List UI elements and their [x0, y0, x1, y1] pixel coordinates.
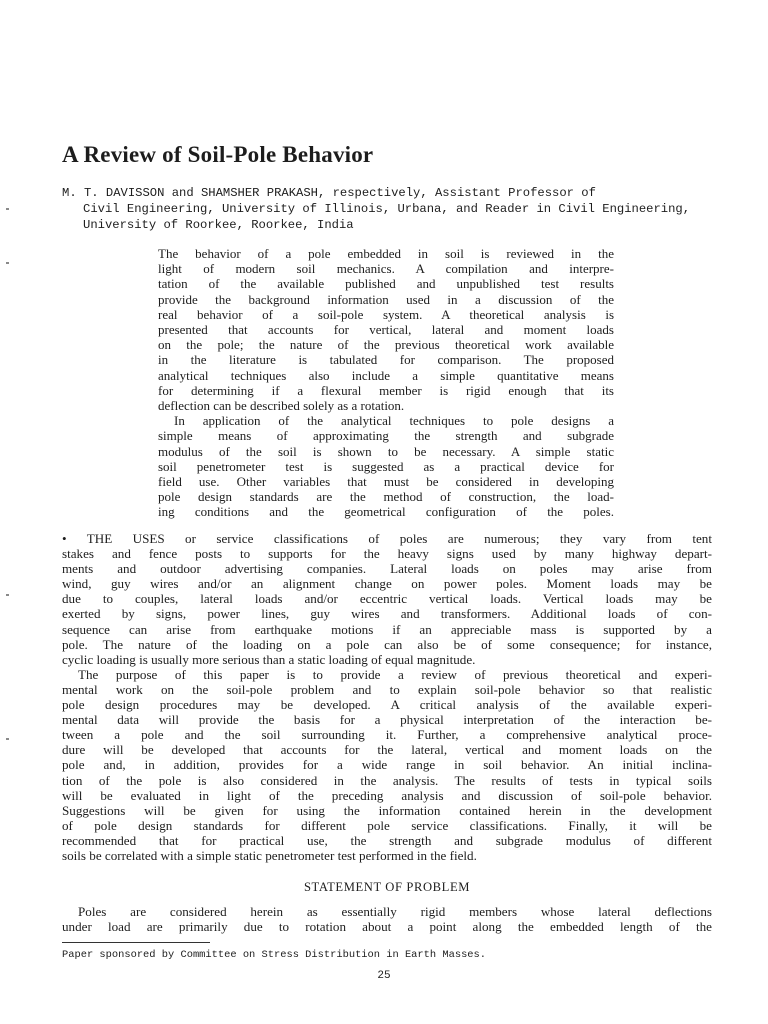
body-line: pole and, in addition, provides for a wide range in soil behavior. An initial inclina-	[62, 757, 712, 773]
paper-title: A Review of Soil-Pole Behavior	[62, 142, 374, 167]
footnote: Paper sponsored by Committee on Stress Distribution in Earth Masses.	[62, 949, 487, 961]
body-line: The purpose of this paper is to provide a review of previous theoretical and experi-	[78, 666, 712, 682]
abstract-line: ing conditions and the geometrical configuration of the poles.	[158, 504, 614, 520]
section-heading: STATEMENT OF PROBLEM	[303, 880, 471, 894]
footnote-rule	[62, 942, 210, 943]
body-line: ments and outdoor advertising companies. Lateral loads on poles may arise from	[62, 561, 712, 577]
body-line: tion of the pole is also considered in the analysis. The results of tests in typical soils	[62, 772, 712, 788]
abstract-line: deflection can be described solely as a rotation.	[158, 398, 405, 414]
abstract-line: soil penetrometer test is suggested as a practical device for	[158, 458, 614, 474]
section-line: Poles are considered herein as essentially rigid members whose lateral deflections	[78, 904, 712, 919]
author-affiliation	[62, 185, 702, 233]
margin-speck	[6, 594, 9, 596]
body-line: of pole design standards for different pole service classifications. Finally, it will be	[62, 817, 712, 833]
abstract-line: simple means of approximating the strength and subgrade	[158, 428, 614, 444]
body-line: recommended that for practical use, the strength and subgrade modulus of different	[62, 832, 712, 848]
section-paragraph	[62, 904, 712, 935]
section-line: under load are primarily due to rotation about a point along the embedded length of the	[62, 919, 712, 935]
body-line: dure will be developed that accounts for the lateral, vertical and moment loads on the	[62, 742, 712, 758]
body-line: sequence can arise from earthquake motions if an appreciable mass is supported by a	[62, 621, 712, 637]
abstract-line: provide the background information used in a discussion of the	[158, 291, 614, 307]
abstract	[158, 246, 614, 520]
author-line: University of Roorkee, Roorkee, India	[83, 218, 354, 232]
body-text	[62, 531, 712, 863]
body-line: pole. The nature of the loading on a pole can also be of some consequence; for instance,	[62, 636, 712, 652]
abstract-line: light of modern soil mechanics. A compilation and interpre-	[158, 261, 614, 277]
body-line: tween a pole and the soil surrounding it. Further, a comprehensive analytical proce-	[62, 727, 712, 743]
abstract-line: for determining if a flexural member is rigid enough that its	[158, 382, 614, 398]
abstract-line: in the literature is tabulated for comparison. The proposed	[158, 352, 614, 368]
abstract-line: pole design standards are the method of construction, the load-	[158, 489, 614, 505]
abstract-line: modulus of the soil is shown to be necessary. A simple static	[158, 443, 614, 459]
body-line: wind, guy wires and/or an alignment change on power poles. Moment loads may be	[62, 576, 712, 592]
page-number: 25	[377, 970, 391, 982]
body-line: cyclic loading is usually more serious than a static loading of equal magnitude.	[62, 651, 476, 667]
abstract-line: In application of the analytical techniques to pole designs a	[174, 413, 614, 429]
abstract-line: analytical techniques also include a simple quantitative means	[158, 367, 614, 383]
margin-speck	[6, 262, 9, 264]
abstract-line: on the pole; the nature of the previous theoretical work available	[158, 337, 614, 353]
abstract-line: field use. Other variables that must be considered in developing	[158, 474, 614, 490]
abstract-line: tation of the available published and unpublished test results	[158, 276, 614, 292]
body-line: mental data will provide the basis for a physical interpretation of the interaction be-	[62, 712, 712, 728]
body-line: Suggestions will be given for using the information contained herein in the development	[62, 802, 712, 818]
abstract-line: presented that accounts for vertical, lateral and moment loads	[158, 322, 614, 338]
abstract-line: real behavior of a soil-pole system. A theoretical analysis is	[158, 306, 614, 322]
margin-speck	[6, 738, 9, 740]
author-line: Civil Engineering, University of Illinois, Urbana, and Reader in Civil Engineering,	[83, 202, 691, 216]
body-line: pole design procedures may be developed. A critical analysis of the available experi-	[62, 697, 712, 713]
body-line: will be evaluated in light of the preceding analysis and discussion of soil-pole behavior.	[62, 787, 712, 803]
abstract-line: The behavior of a pole embedded in soil is reviewed in the	[158, 246, 614, 261]
body-line: due to couples, lateral loads and/or eccentric vertical loads. Vertical loads may be	[62, 591, 712, 607]
body-line: stakes and fence posts to supports for the heavy signs used by many highway depart-	[62, 546, 712, 562]
body-line: exerted by signs, power lines, guy wires and transformers. Additional loads of con-	[62, 606, 712, 622]
body-line: mental work on the soil-pole problem and to explain soil-pole behavior so that realistic	[62, 681, 712, 697]
body-line: soils be correlated with a simple static penetrometer test performed in the field.	[62, 847, 477, 863]
margin-speck	[6, 208, 9, 210]
body-line: • THE USES or service classifications of poles are numerous; they vary from tent	[62, 531, 712, 546]
author-line: M. T. DAVISSON and SHAMSHER PRAKASH, respectively, Assistant Professor of	[62, 186, 596, 200]
